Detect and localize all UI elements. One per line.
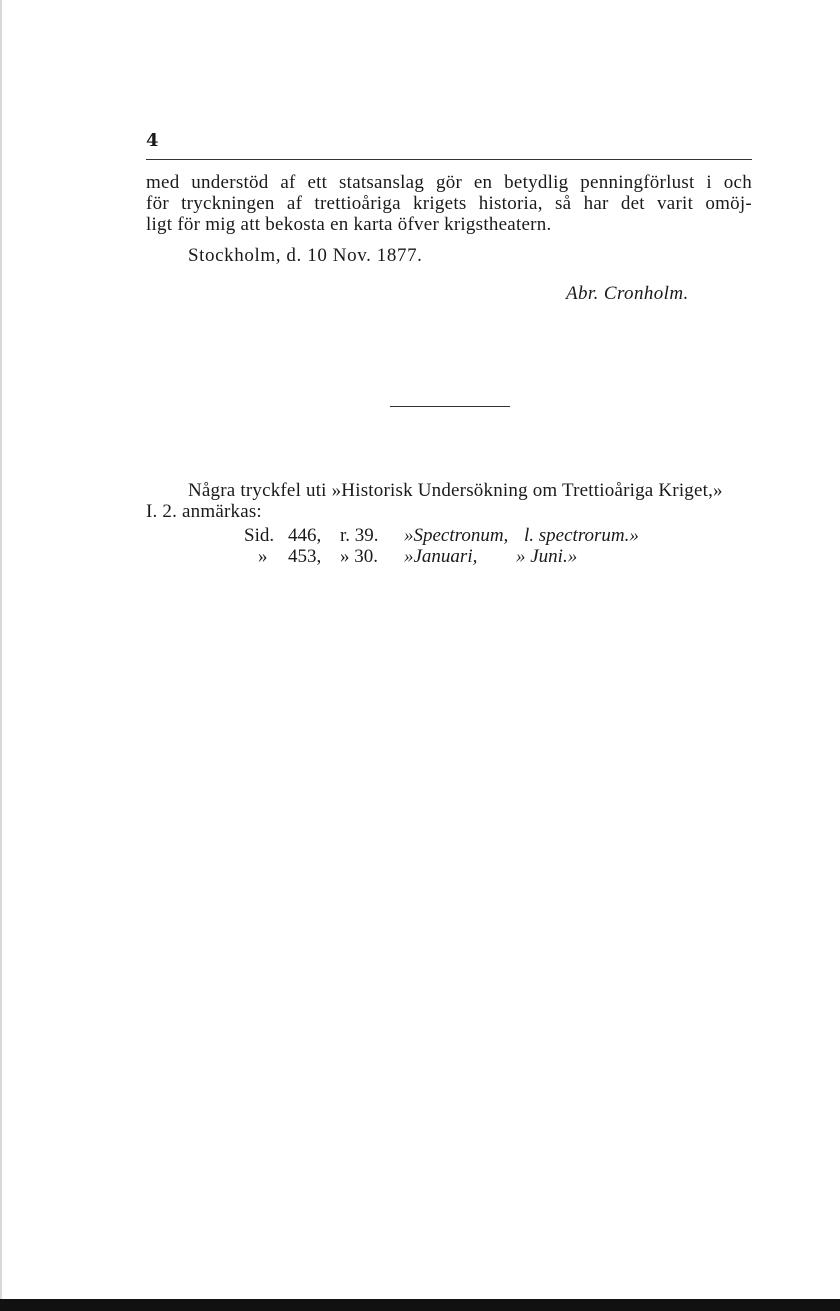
paragraph-line: för tryckningen af trettioåriga krigets historia, så har det varit omöj- [146, 193, 752, 214]
page-number: 4 [146, 130, 159, 151]
dateline: Stockholm, d. 10 Nov. 1877. [188, 245, 423, 266]
errata-page: 453, [288, 546, 322, 567]
scan-edge [0, 0, 2, 1311]
errata-page: 446, [288, 525, 322, 546]
author-signature: Abr. Cronholm. [566, 283, 689, 304]
errata-row [244, 525, 684, 546]
header-rule [146, 159, 752, 160]
errata-intro-line: I. 2. anmärkas: [146, 501, 262, 522]
errata-wrong: »Spectronum, [404, 525, 509, 546]
errata-sid: Sid. [244, 525, 275, 546]
scan-bottom-edge [0, 1299, 840, 1311]
errata-line: » 30. [340, 546, 378, 567]
errata-intro-line: Några tryckfel uti »Historisk Undersökning om Trettioåriga Kriget,» [188, 480, 723, 501]
errata-sid: » [258, 546, 268, 567]
section-divider [390, 406, 510, 407]
errata-wrong: »Januari, [404, 546, 478, 567]
errata-intro [146, 480, 754, 522]
paragraph-line: ligt för mig att bekosta en karta öfver krigstheatern. [146, 214, 552, 235]
errata-right: l. spectrorum.» [524, 525, 639, 546]
errata-right: » Juni.» [516, 546, 578, 567]
errata-row [244, 546, 684, 567]
paragraph-line: med understöd af ett statsanslag gör en betydlig penningförlust i och [146, 172, 752, 193]
errata-list [244, 525, 684, 567]
errata-line: r. 39. [340, 525, 379, 546]
body-paragraph [146, 172, 752, 235]
